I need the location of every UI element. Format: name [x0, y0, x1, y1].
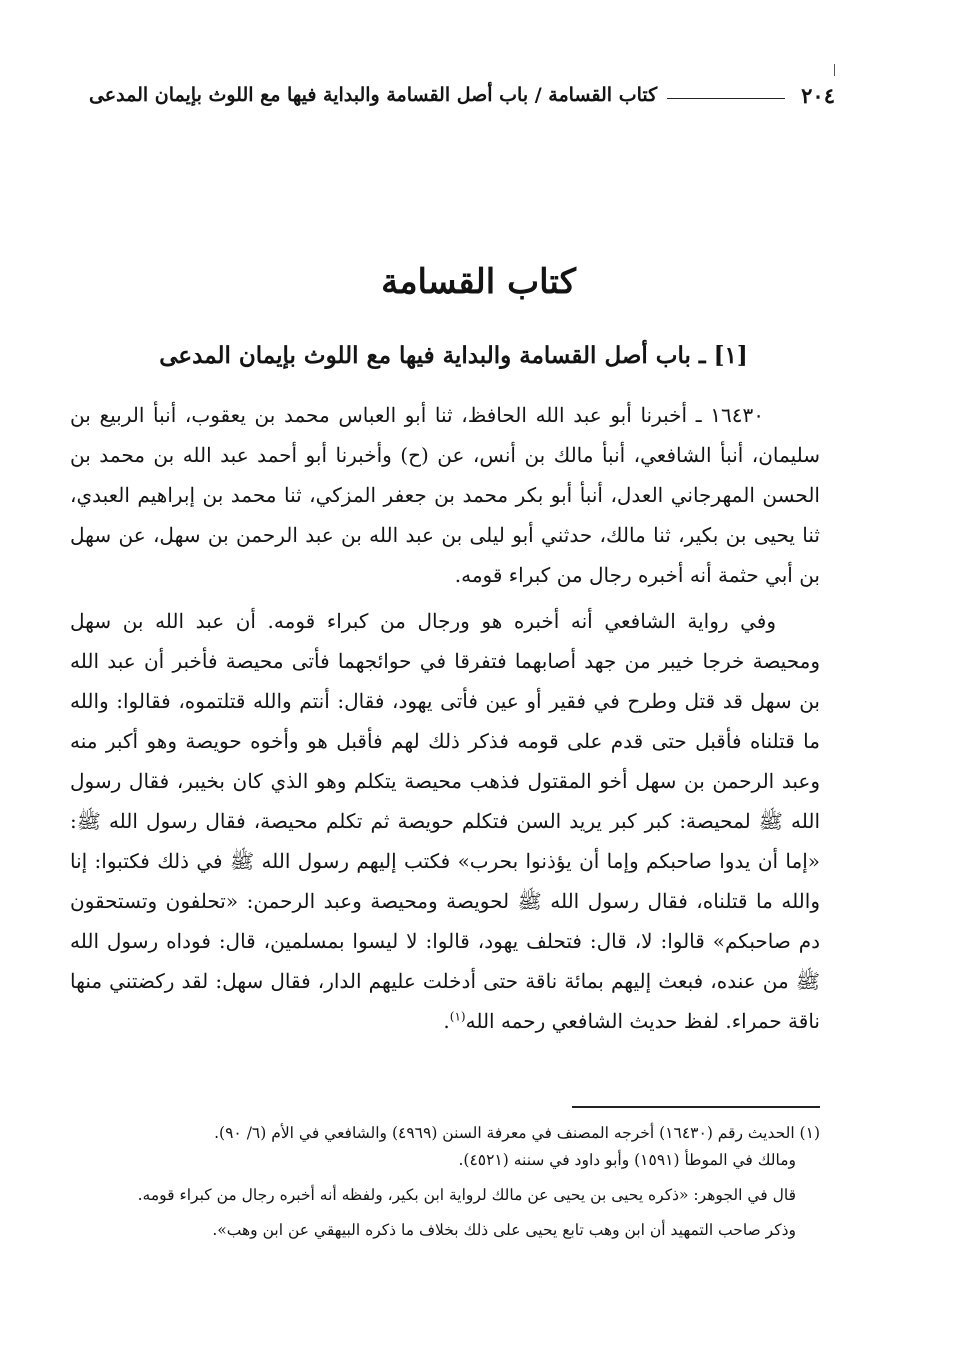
running-header: [70, 78, 835, 112]
footnote-line: وذكر صاحب التمهيد أن ابن وهب تابع يحيى على ذلك بخلاف ما ذكره البيهقي عن ابن وهب».: [212, 1221, 796, 1239]
page-number: ٢٠٤: [801, 82, 835, 108]
footnote-line: (١) الحديث رقم (١٦٤٣٠) أخرجه المصنف في معرفة السنن (٤٩٦٩) والشافعي في الأم (٦/ ٩٠).: [214, 1124, 820, 1142]
header-rule: [667, 98, 785, 99]
book-title: كتاب القسامة: [381, 262, 576, 302]
main-text: [70, 395, 820, 1047]
footnote-separator: [572, 1106, 820, 1108]
paragraph-text: وفي رواية الشافعي أنه أخبره هو ورجال من كبراء قومه. أن عبد الله بن سهل ومحيصة خرجا خيبر من جهد أصابهما فتفرقا في حوائجهما فأتى محيصة فأخبر أن عبد الله بن سهل قد قتل وطرح في فقير أو عين فأتى يهود، فقال: أنتم والله قتلتموه، فقالوا: والله ما قتلناه فأقبل حتى قدم على قومه فذكر ذلك لهم فأقبل هو وأخوه حويصة وهو أكبر منه وعبد الرحمن بن سهل أخو المقتول فذهب محيصة يتكلم وهو الذي كان بخيبر، فقال رسول الله ﷺ لمحيصة: كبر كبر يريد السن فتكلم حويصة ثم تكلم محيصة، فقال رسول الله ﷺ: «إما أن يدوا صاحبكم وإما أن يؤذنوا بحرب» فكتب إليهم رسول الله ﷺ في ذلك فكتبوا: إنا والله ما قتلناه، فقال رسول الله ﷺ لحويصة ومحيصة وعبد الرحمن: «تحلفون وتستحقون دم صاحبكم» قالوا: لا، قال: فتحلف يهود، قالوا: لا ليسوا بمسلمين، قال: فوداه رسول الله ﷺ من عنده، فبعث إليهم بمائة ناقة حتى أدخلت عليهم الدار، فقال سهل: لقد ركضتني منها ناقة حمراء. لفظ حديث الشافعي رحمه الله: [70, 609, 820, 1033]
corner-mark: [834, 64, 835, 76]
paragraph-text: ١٦٤٣٠ ـ أخبرنا أبو عبد الله الحافظ، ثنا أبو العباس محمد بن يعقوب، أنبأ الربيع بن سليمان، أنبأ الشافعي، أنبأ مالك بن أنس، عن (ح) وأخبرنا أبو أحمد عبد الله بن محمد بن الحسن المهرجاني العدل، أنبأ أبو بكر محمد بن جعفر المزكي، ثنا محمد بن إبراهيم العبدي، ثنا يحيى بن بكير، ثنا مالك، حدثني أبو ليلى بن عبد الله بن عبد الرحمن بن سهل، عن سهل بن أبي حثمة أنه أخبره رجال من كبراء قومه.: [70, 403, 820, 587]
footnotes: [70, 1120, 820, 1244]
footnote-line: ومالك في الموطأ (١٥٩١) وأبو داود في سننه (٤٥٢١).: [458, 1151, 796, 1169]
hadith-isnad-paragraph: [70, 395, 820, 595]
footnote-line: قال في الجوهر: «ذكره يحيى بن يحيى عن مالك لرواية ابن بكير، ولفظه أنه أخبره رجال من كبراء قومه.: [137, 1186, 796, 1204]
running-header-title: كتاب القسامة / باب أصل القسامة والبداية فيها مع اللوث بإيمان المدعى: [88, 84, 658, 106]
chapter-title: [١] ـ باب أصل القسامة والبداية فيها مع اللوث بإيمان المدعى: [159, 342, 748, 369]
hadith-matn-paragraph: [70, 601, 820, 1041]
footnote-reference[interactable]: (١): [449, 1009, 466, 1024]
final-period: .: [443, 1009, 450, 1033]
